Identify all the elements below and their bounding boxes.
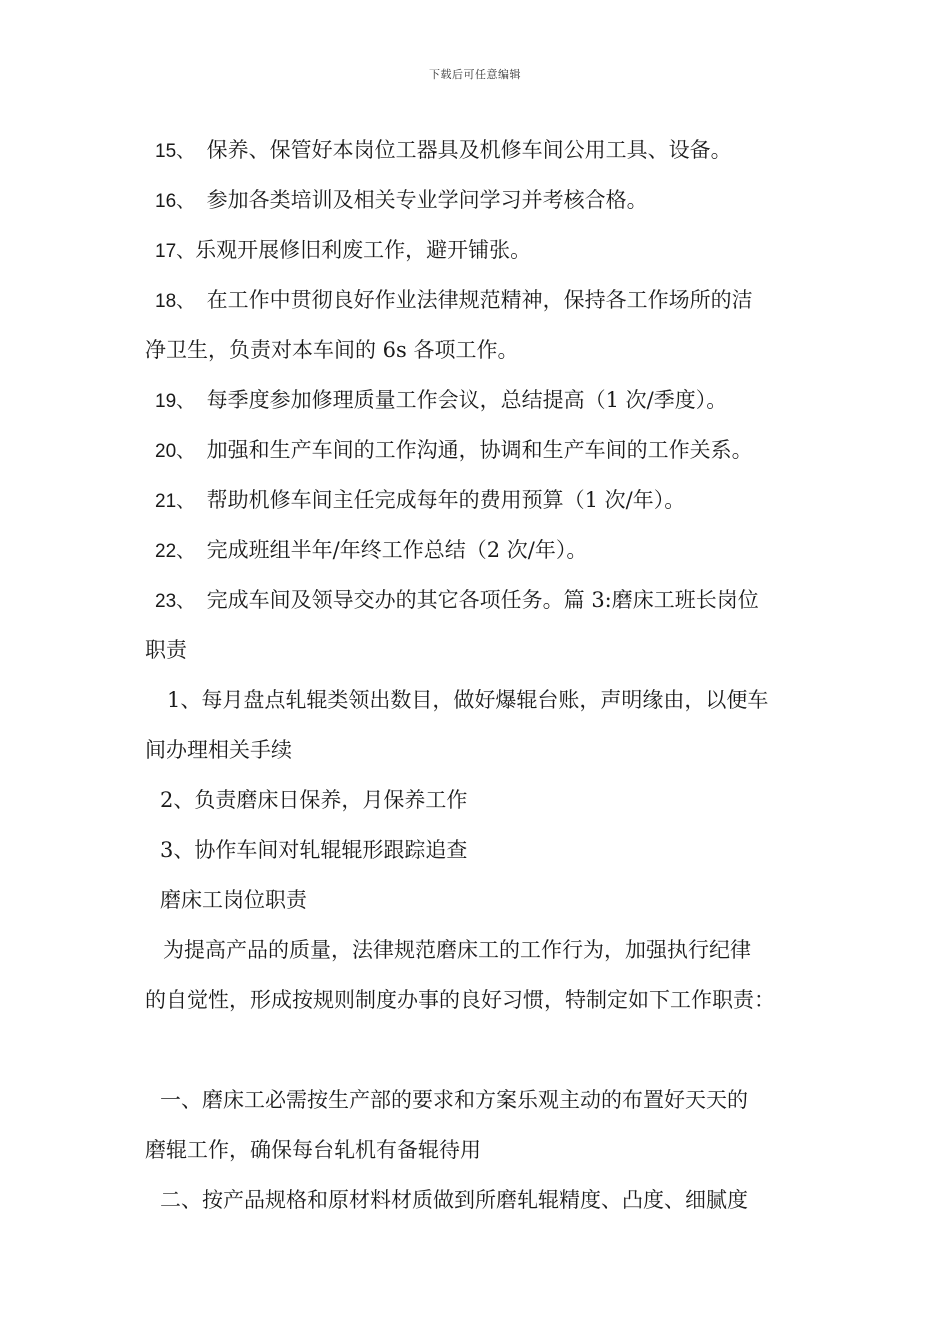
paragraph-line bbox=[145, 930, 825, 980]
paragraph-line bbox=[145, 230, 825, 280]
line-text: 帮助机修车间主任完成每年的费用预算（1 次/年）。 bbox=[185, 488, 686, 512]
line-text: 净卫生，负责对本车间的 6s 各项工作。 bbox=[145, 338, 519, 362]
paragraph-line bbox=[145, 580, 825, 630]
line-text: 加强和生产车间的工作沟通，协调和生产车间的工作关系。 bbox=[185, 438, 753, 462]
paragraph-line bbox=[145, 1180, 825, 1230]
line-text: 每季度参加修理质量工作会议，总结提高（1 次/季度）。 bbox=[185, 388, 728, 412]
paragraph-line bbox=[145, 730, 825, 780]
paragraph-line bbox=[145, 280, 825, 330]
item-number: 21、 bbox=[155, 491, 186, 512]
paragraph-line bbox=[145, 830, 825, 880]
line-text: 职责 bbox=[145, 638, 187, 662]
line-text: 完成车间及领导交办的其它各项任务。篇 3:磨床工班长岗位 bbox=[185, 588, 759, 612]
paragraph-line bbox=[145, 180, 825, 230]
line-text: 一、磨床工必需按生产部的要求和方案乐观主动的布置好天天的 bbox=[160, 1088, 748, 1112]
paragraph-line bbox=[145, 430, 825, 480]
line-text: 的自觉性，形成按规则制度办事的良好习惯，特制定如下工作职责： bbox=[145, 988, 775, 1012]
blank-line bbox=[145, 1030, 825, 1080]
line-text: 为提高产品的质量，法律规范磨床工的工作行为，加强执行纪律 bbox=[163, 938, 751, 962]
paragraph-line bbox=[145, 1130, 825, 1180]
paragraph-line bbox=[145, 980, 825, 1030]
line-text: 间办理相关手续 bbox=[145, 738, 292, 762]
line-text: 1、每月盘点轧辊类领出数目，做好爆辊台账，声明缘由，以便车 bbox=[167, 688, 769, 712]
item-number: 23、 bbox=[155, 591, 186, 612]
item-number: 15、 bbox=[155, 141, 186, 162]
line-text: 磨辊工作，确保每台轧机有备辊待用 bbox=[145, 1138, 481, 1162]
line-text: 二、按产品规格和原材料材质做到所磨轧辊精度、凸度、细腻度 bbox=[160, 1188, 748, 1212]
paragraph-line bbox=[145, 530, 825, 580]
paragraph-line bbox=[145, 680, 825, 730]
line-text: 在工作中贯彻良好作业法律规范精神，保持各工作场所的洁 bbox=[185, 288, 753, 312]
item-number: 19、 bbox=[155, 391, 186, 412]
item-number: 18、 bbox=[155, 291, 186, 312]
paragraph-line bbox=[145, 130, 825, 180]
line-text: 完成班组半年/年终工作总结（2 次/年）。 bbox=[185, 538, 588, 562]
item-number: 22、 bbox=[155, 541, 186, 562]
line-text: 3、协作车间对轧辊辊形跟踪追查 bbox=[160, 838, 468, 862]
line-text: 2、负责磨床日保养，月保养工作 bbox=[160, 788, 468, 812]
line-text: 参加各类培训及相关专业学问学习并考核合格。 bbox=[185, 188, 648, 212]
section-heading bbox=[145, 880, 825, 930]
item-number: 16、 bbox=[155, 191, 186, 212]
paragraph-line bbox=[145, 480, 825, 530]
paragraph-line bbox=[145, 630, 825, 680]
line-text: 磨床工岗位职责 bbox=[160, 888, 307, 912]
line-text: 保养、保管好本岗位工器具及机修车间公用工具、设备。 bbox=[185, 138, 732, 162]
line-text: 乐观开展修旧利废工作，避开铺张。 bbox=[195, 238, 532, 262]
item-number: 17、 bbox=[155, 241, 196, 262]
header-note: 下载后可任意编辑 bbox=[429, 68, 521, 81]
paragraph-line bbox=[145, 380, 825, 430]
paragraph-line bbox=[145, 1080, 825, 1130]
paragraph-line bbox=[145, 780, 825, 830]
body-text bbox=[145, 130, 825, 1230]
item-number: 20、 bbox=[155, 441, 186, 462]
paragraph-line bbox=[145, 330, 825, 380]
